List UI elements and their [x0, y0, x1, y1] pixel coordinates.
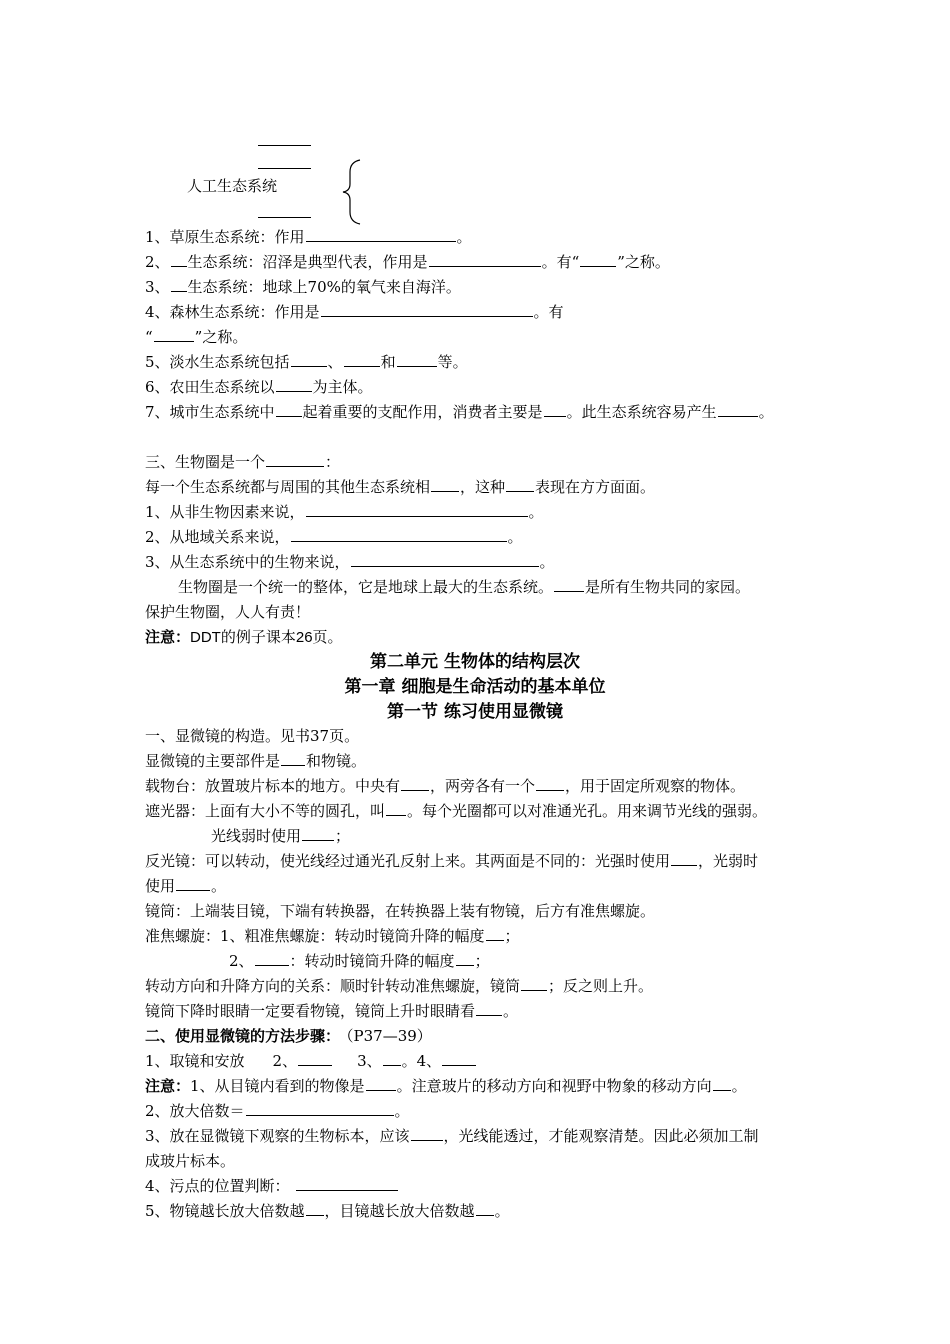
biosphere-line-b: 1、从非生物因素来说， 。: [145, 503, 544, 521]
brace-icon: [340, 158, 362, 226]
blank[interactable]: [401, 776, 429, 791]
micro-stage: 载物台：放置玻片标本的地方。中央有 ，两旁各有一个 ，用于固定所观察的物体。: [145, 777, 746, 795]
blank[interactable]: [544, 402, 566, 417]
grassland-line: 1、草原生态系统：作用 。: [145, 228, 472, 246]
blank[interactable]: [456, 951, 474, 966]
wetland-line: 2、 生态系统：沼泽是典型代表，作用是 。有“ ”之称。: [145, 253, 670, 271]
blank[interactable]: [521, 976, 547, 991]
blank[interactable]: [536, 776, 564, 791]
biosphere-line-d: 3、从生态系统中的生物来说， 。: [145, 553, 555, 571]
blank[interactable]: [306, 1201, 324, 1216]
micro-lens-length: 5、物镜越长放大倍数越 ，目镜越长放大倍数越 。: [145, 1202, 510, 1220]
blank[interactable]: [366, 1076, 396, 1091]
artificial-ecosystem-label: 人工生态系统: [187, 177, 278, 195]
micro-direction: 转动方向和升降方向的关系：顺时针转动准焦螺旋，镜筒 ；反之则上升。: [145, 977, 654, 995]
farmland-line: 6、农田生态系统以 为主体。: [145, 378, 373, 396]
micro-fine-focus: 2、 ：转动时镜筒升降的幅度 ；: [229, 952, 490, 970]
freshwater-line: 5、淡水生态系统包括 、 和 等。: [145, 353, 468, 371]
blank[interactable]: [306, 227, 456, 242]
blank[interactable]: [442, 1051, 476, 1066]
city-line: 7、城市生态系统中 起着重要的支配作用，消费者主要是 。此生态系统容易产生 。: [145, 403, 774, 421]
blank[interactable]: [411, 1126, 443, 1141]
blank[interactable]: [266, 452, 324, 467]
blank[interactable]: [276, 402, 302, 417]
blank[interactable]: [276, 377, 312, 392]
micro-spot: 4、污点的位置判断：: [145, 1176, 399, 1196]
forest-line-cont: “ ”之称。: [145, 328, 248, 346]
blank[interactable]: [580, 252, 616, 267]
blank[interactable]: [476, 1201, 494, 1216]
blank[interactable]: [296, 1176, 398, 1191]
biosphere-line-e: 生物圈是一个统一的整体，它是地球上最大的生态系统。 是所有生物共同的家园。: [178, 578, 751, 596]
blank[interactable]: [246, 1101, 394, 1116]
biosphere-slogan: 保护生物圈，人人有责！: [145, 603, 311, 621]
micro-note-image: 注意：1、从目镜内看到的物像是 。注意玻片的移动方向和视野中物象的移动方向 。: [145, 1077, 747, 1095]
micro-steps: 1、取镜和安放 2、 3、 。4、: [145, 1051, 477, 1071]
blank[interactable]: [176, 876, 210, 891]
ocean-line: 3、 生态系统：地球上70%的氧气来自海洋。: [145, 278, 461, 296]
blank[interactable]: [476, 1001, 502, 1016]
micro-coarse-focus: 准焦螺旋：1、粗准焦螺旋：转动时镜筒升降的幅度 ；: [145, 927, 520, 945]
blank[interactable]: [397, 352, 437, 367]
blank[interactable]: [671, 851, 697, 866]
unit-heading: 第二单元 生物体的结构层次: [370, 652, 580, 672]
blank[interactable]: [718, 402, 758, 417]
blank-line: [258, 217, 311, 218]
blank[interactable]: [429, 252, 541, 267]
micro-steps-heading: 二、使用显微镜的方法步骤： （P37—39）: [145, 1027, 432, 1045]
blank[interactable]: [383, 1051, 401, 1066]
micro-specimen-cont: 成玻片标本。: [145, 1152, 236, 1170]
section-heading: 第一节 练习使用显微镜: [387, 702, 563, 722]
biosphere-line-c: 2、从地域关系来说， 。: [145, 528, 523, 546]
biosphere-line-a: 每一个生态系统都与周围的其他生态系统相 ，这种 表现在方方面面。: [145, 478, 656, 496]
chapter-heading: 第一章 细胞是生命活动的基本单位: [344, 677, 606, 697]
micro-main-parts: 显微镜的主要部件是 和物镜。: [145, 752, 367, 770]
blank[interactable]: [351, 552, 539, 567]
blank[interactable]: [431, 477, 459, 492]
biosphere-heading: 三、生物圈是一个 ：: [145, 453, 341, 471]
blank[interactable]: [171, 252, 187, 267]
blank[interactable]: [281, 751, 305, 766]
blank[interactable]: [486, 926, 504, 941]
blank[interactable]: [321, 302, 533, 317]
blank[interactable]: [302, 826, 334, 841]
micro-tube: 镜筒：上端装目镜，下端有转换器，在转换器上装有物镜，后方有准焦螺旋。: [145, 902, 656, 920]
micro-specimen: 3、放在显微镜下观察的生物标本，应该 ，光线能透过，才能观察清楚。因此必须加工制: [145, 1127, 759, 1145]
blank[interactable]: [154, 327, 194, 342]
micro-mirror-cont: 使用 。: [145, 877, 227, 895]
blank-line: [258, 168, 311, 169]
blank[interactable]: [291, 352, 327, 367]
blank[interactable]: [255, 951, 289, 966]
blank[interactable]: [713, 1076, 731, 1091]
forest-line: 4、森林生态系统：作用是 。有: [145, 303, 564, 321]
blank[interactable]: [344, 352, 380, 367]
micro-magnification: 2、放大倍数＝ 。: [145, 1102, 410, 1120]
blank[interactable]: [554, 577, 584, 592]
blank[interactable]: [506, 477, 534, 492]
micro-weak-light: 光线弱时使用 ；: [211, 827, 351, 845]
blank[interactable]: [291, 527, 507, 542]
micro-mirror: 反光镜：可以转动，使光线经过通光孔反射上来。其两面是不同的：光强时使用 ，光弱时: [145, 852, 759, 870]
micro-eye-watch: 镜筒下降时眼睛一定要看物镜，镜筒上升时眼睛看 。: [145, 1002, 519, 1020]
blank[interactable]: [171, 277, 187, 292]
note-ddt: 注意：DDT的例子课本26页。: [145, 628, 343, 646]
micro-structure: 一、显微镜的构造。见书37页。: [145, 727, 360, 745]
blank[interactable]: [298, 1051, 332, 1066]
blank[interactable]: [386, 801, 406, 816]
micro-diaphragm: 遮光器：上面有大小不等的圆孔，叫 。每个光圈都可以对准通光孔。用来调节光线的强弱。: [145, 802, 768, 820]
blank[interactable]: [306, 502, 528, 517]
blank-line: [258, 145, 311, 146]
